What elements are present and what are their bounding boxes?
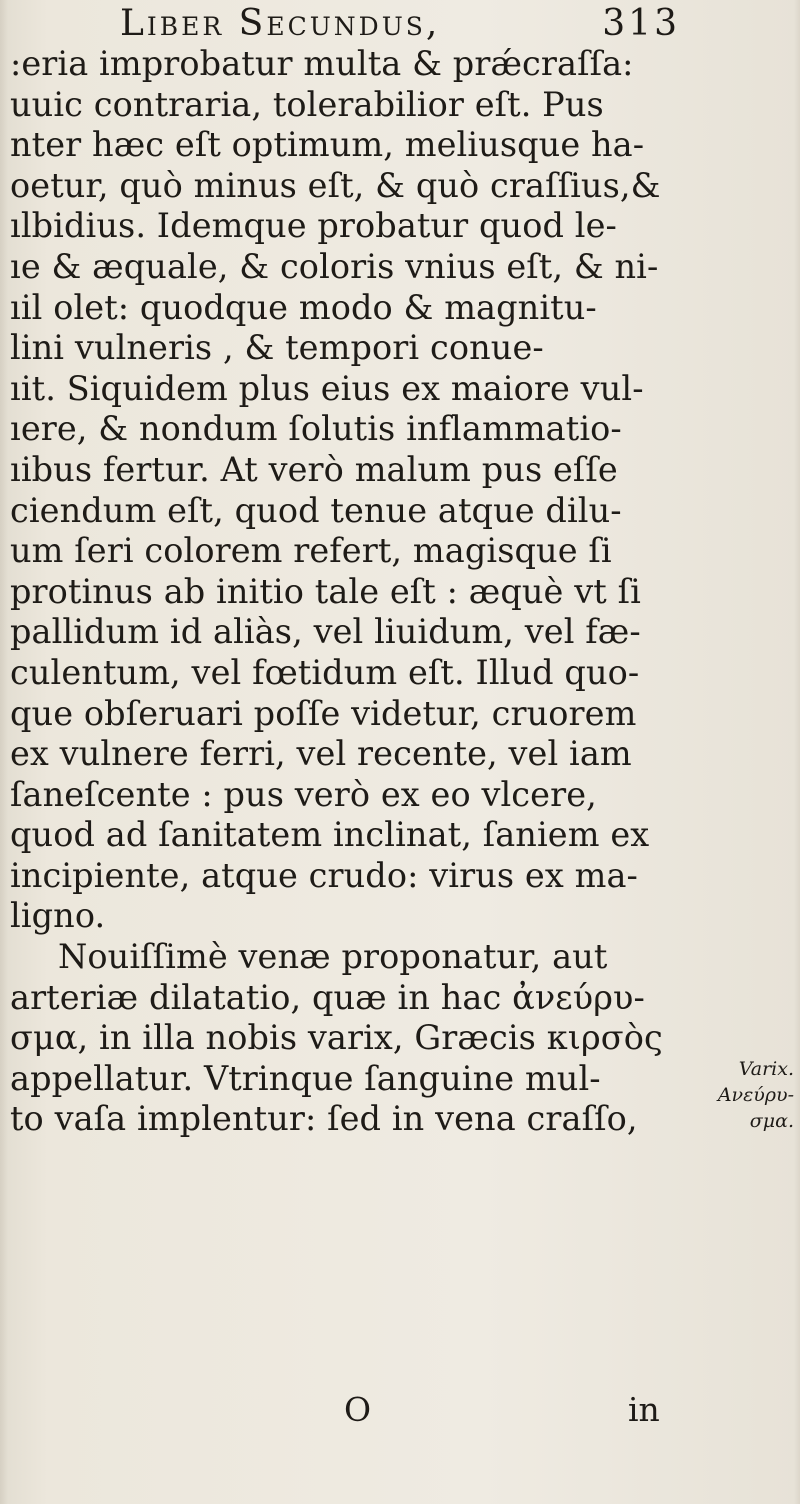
paragraph-start-line: Nouiſſimè venæ proponatur, aut — [58, 937, 608, 977]
text-line: ſaneſcente : pus verò ex eo vlcere, — [10, 774, 597, 814]
text-line: que obſeruari poſſe videtur, cruorem — [10, 693, 637, 733]
catchword: in — [628, 1390, 660, 1429]
margin-note: σμα. — [749, 1110, 794, 1132]
text-line: ıere, & nondum ſolutis inflammatio- — [10, 409, 622, 449]
text-line: ex vulnere ferri, vel recente, vel iam — [10, 734, 632, 774]
text-line: to vaſa implentur: ſed in vena craſſo, — [10, 1099, 638, 1139]
text-line: ıibus fertur. At verò malum pus eſſe — [10, 449, 618, 489]
catchline — [0, 1390, 800, 1430]
text-line: ılbidius. Idemque probatur quod le- — [10, 206, 617, 246]
text-line: :eria improbatur multa & prǽcraſſa: — [10, 44, 634, 83]
running-header — [120, 0, 680, 48]
main-text-block — [10, 44, 790, 1140]
margin-notes — [699, 1056, 794, 1134]
text-line: lini vulneris , & tempori conue- — [10, 328, 544, 368]
text-line: incipiente, atque crudo: virus ex ma- — [10, 855, 638, 895]
text-line: protinus ab initio tale eſt : æquè vt ſi — [10, 571, 641, 611]
text-line: appellatur. Vtrinque ſanguine mul- — [10, 1058, 601, 1098]
margin-note: Aνεύρυ- — [717, 1084, 794, 1106]
text-line: oetur, quò minus eſt, & quò craſſius,& — [10, 165, 661, 205]
page-edge-shadow — [794, 0, 800, 1504]
running-title: Liber Secundus, — [120, 3, 441, 44]
text-line: ıil olet: quodque modo & magnitu- — [10, 287, 597, 327]
text-line: um ſeri colorem refert, magisque ſi — [10, 531, 612, 571]
text-line: ıe & æquale, & coloris vnius eſt, & ni- — [10, 246, 659, 286]
page-gutter-shadow — [0, 0, 8, 1504]
text-line: ıit. Siquidem plus eius ex maiore vul- — [10, 368, 644, 408]
text-line: uuic contraria, tolerabilior eſt. Pus — [10, 84, 604, 124]
text-line: ciendum eſt, quod tenue atque dilu- — [10, 490, 622, 530]
signature-mark: O — [344, 1390, 372, 1429]
page-number: 313 — [602, 3, 680, 44]
text-line: quod ad ſanitatem inclinat, ſaniem ex — [10, 815, 650, 855]
text-line: pallidum id aliàs, vel liuidum, vel fæ- — [10, 612, 641, 652]
text-line: arteriæ dilatatio, quæ in hac ἀνεύρυ- — [10, 977, 645, 1017]
text-line: σμα, in illa nobis varix, Græcis κιρσὸς — [10, 1018, 663, 1058]
text-line: ligno. — [10, 896, 106, 936]
text-line: nter hæc eſt optimum, meliusque ha- — [10, 125, 645, 165]
margin-note: Varix. — [738, 1058, 794, 1080]
text-line: culentum, vel fœtidum eſt. Illud quo- — [10, 652, 640, 692]
